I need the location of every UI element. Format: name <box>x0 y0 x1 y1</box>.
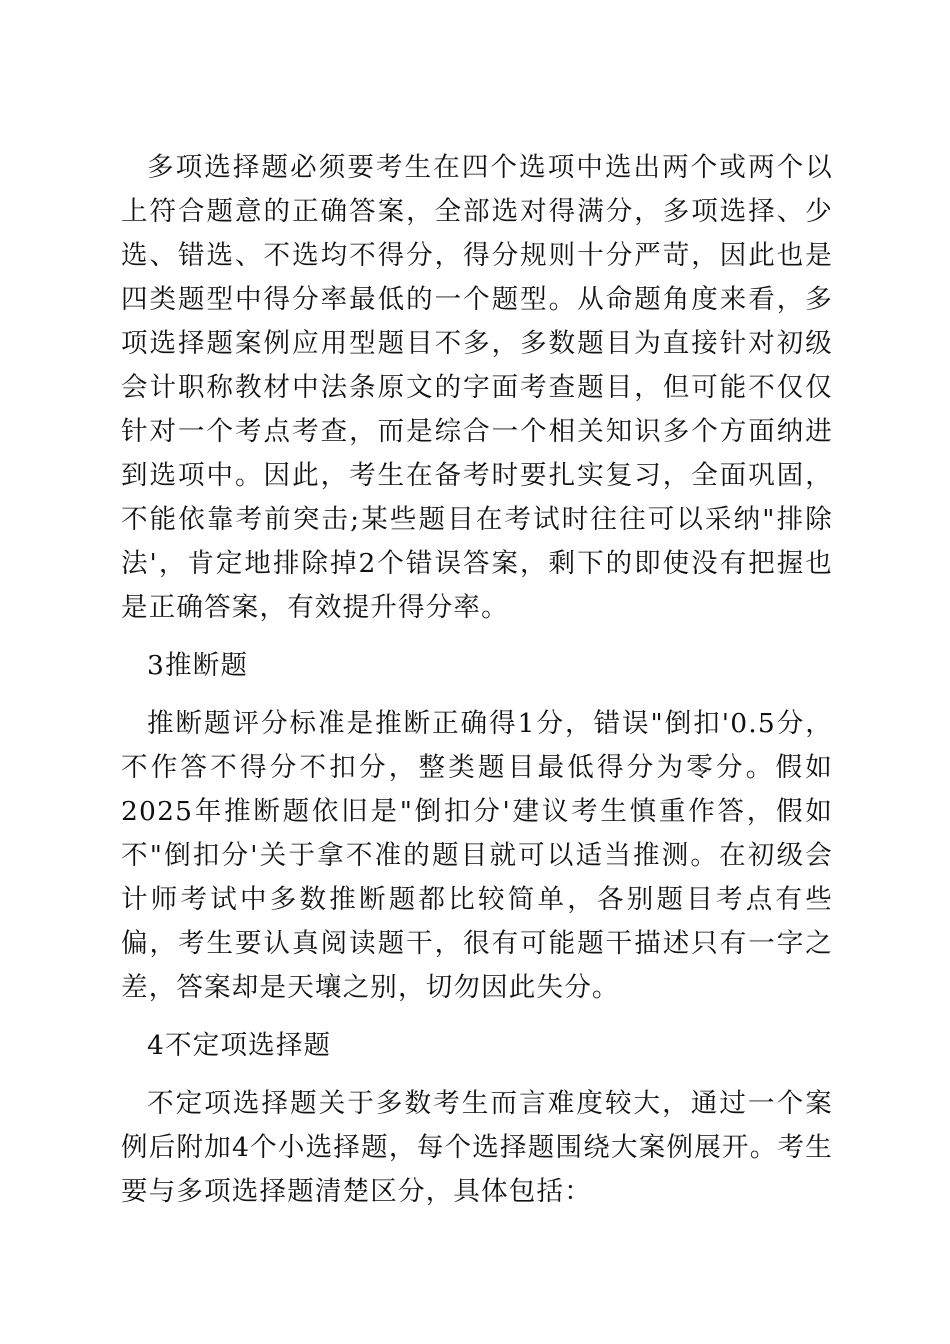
document-body <box>121 146 833 1214</box>
heading-judgment: 3推断题 <box>147 650 249 681</box>
paragraph-judgment: 推断题评分标准是推断正确得1分，错误"倒扣'0.5分，不作答不得分不扣分，整类题目最低得分为零分。假如2025年推断题依旧是"倒扣分'建议考生慎重作答，假如不"倒扣分'关于拿不准的题目就可以适当推测。在初级会计师考试中多数推断题都比较简单，各别题目考点有些偏，考生要认真阅读题干，很有可能题干描述只有一字之差，答案却是天壤之别，切勿因此失分。 <box>121 708 833 1003</box>
paragraph-indefinite-choice: 不定项选择题关于多数考生而言难度较大，通过一个案例后附加4个小选择题，每个选择题围绕大案例展开。考生要与多项选择题清楚区分，具体包括： <box>121 1088 833 1207</box>
paragraph-multiple-choice: 多项选择题必须要考生在四个选项中选出两个或两个以上符合题意的正确答案，全部选对得满分，多项选择、少选、错选、不选均不得分，得分规则十分严苛，因此也是四类题型中得分率最低的一个题型。从命题角度来看，多项选择题案例应用型题目不多，多数题目为直接针对初级会计职称教材中法条原文的字面考查题目，但可能不仅仅针对一个考点考查，而是综合一个相关知识多个方面纳进到选项中。因此，考生在备考时要扎实复习，全面巩固，不能依靠考前突击;某些题目在考试时往往可以采纳"排除法'，肯定地排除掉2个错误答案，剩下的即使没有把握也是正确答案，有效提升得分率。 <box>121 152 833 623</box>
heading-indefinite-choice: 4不定项选择题 <box>147 1030 332 1061</box>
